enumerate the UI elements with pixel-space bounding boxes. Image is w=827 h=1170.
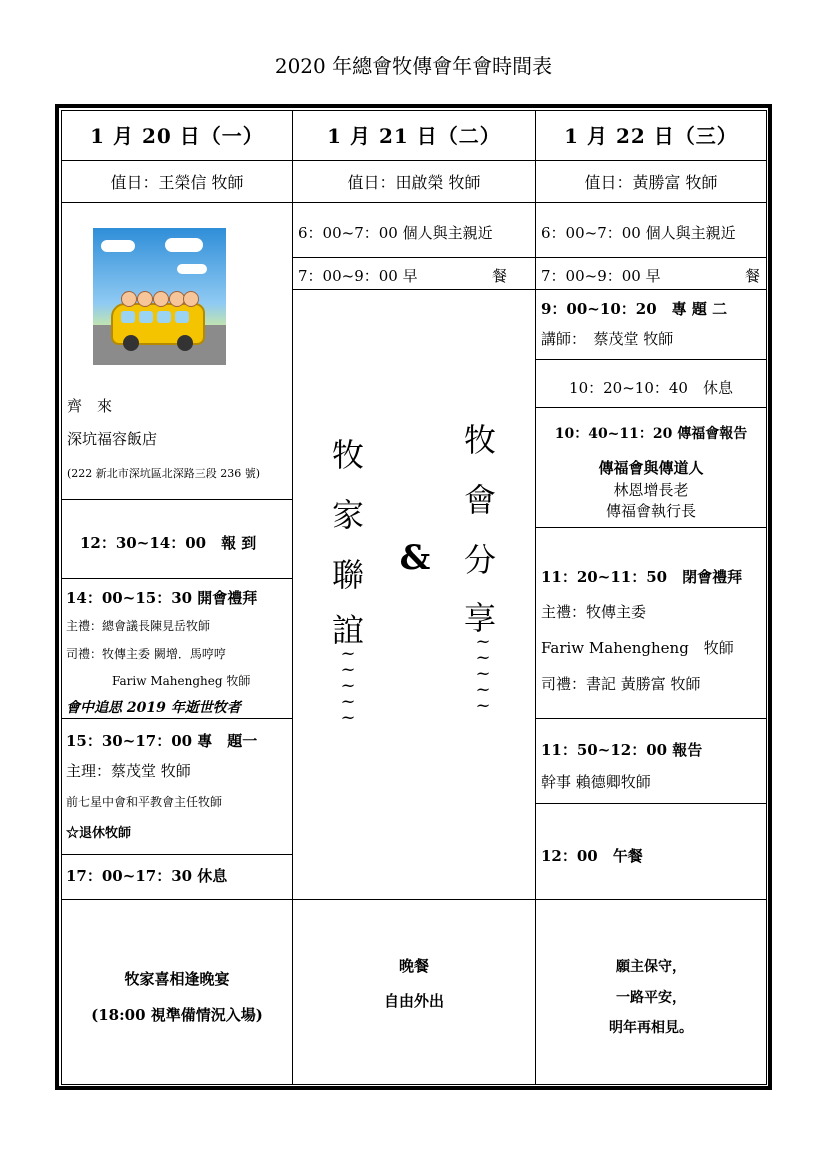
tilde-left-4: ~ [340, 691, 356, 712]
day3-farewell-2: 一路平安， [616, 990, 686, 1006]
day3-closing-time: 11：20~11：50 閉會禮拜 [541, 568, 743, 586]
tilde-right-4: ~ [475, 679, 491, 700]
day1-evening-note: (18:00 視準備情況入場) [91, 1006, 263, 1024]
page-title: 2020 年總會牧傳會年會時間表 [274, 54, 553, 78]
tilde-left-5: ~ [340, 707, 356, 728]
church-share-char-3: 分 [463, 541, 496, 579]
day3-farewell-3: 明年再相見。 [609, 1020, 693, 1036]
day3-report-title: 傳福會與傳道人 [598, 459, 704, 477]
tilde-right-2: ~ [475, 647, 491, 668]
church-share-char-1: 牧 [463, 421, 496, 459]
day1-topic1-time: 15：30~17：00 專 題一 [66, 732, 258, 750]
day3-farewell-1: 願主保守， [616, 959, 686, 975]
day1-evening-title: 牧家喜相逢晚宴 [124, 970, 230, 988]
day3-lunch: 12：00 午餐 [541, 847, 643, 865]
day3-report2-speaker: 幹事 賴德卿牧師 [541, 773, 651, 791]
day2-duty: 值日：田啟榮 牧師 [292, 160, 536, 203]
day1-rest: 17：00~17：30 休息 [66, 867, 228, 885]
day3-report2-time: 11：50~12：00 報告 [541, 741, 703, 759]
day3-topic2-speaker: 講師： 蔡茂堂 牧師 [541, 330, 674, 348]
pastor-family-char-1: 牧 [331, 436, 364, 474]
church-share-char-2: 會 [463, 481, 496, 519]
day2-evening-free: 自由外出 [383, 992, 444, 1010]
day2-breakfast-word: 餐 [492, 267, 508, 285]
day3-closing-liturgist: 司禮：書記 黃勝富 牧師 [541, 675, 701, 693]
tilde-right-1: ~ [475, 631, 491, 652]
day1-checkin: 12：30~14：00 報 到 [80, 534, 257, 552]
day1-venue: 深坑福容飯店 [67, 430, 158, 448]
day1-address: (222 新北市深坑區北深路三段 236 號) [67, 467, 261, 480]
day3-topic2-time: 9：00~10：20 專 題 二 [541, 300, 728, 318]
pastor-family-char-3: 聯 [331, 556, 364, 594]
day1-opening-liturgist: 司禮：牧傳主委 闕增．馬哼哼 [66, 647, 226, 661]
day2-breakfast-time: 7：00~9：00 早 [298, 267, 418, 285]
day1-topic1-retired: ☆退休牧師 [66, 826, 132, 841]
pastor-family-char-4: 誼 [331, 611, 364, 649]
day3-report-role: 傳福會執行長 [605, 502, 696, 520]
day3-breakfast-time: 7：00~9：00 早 [541, 267, 661, 285]
church-share-char-4: 享 [463, 599, 496, 637]
day1-topic1-desc: 前七星中會和平教會主任牧師 [66, 795, 223, 809]
day1-opening-liturgist2: Fariw Mahengheg 牧師 [112, 674, 251, 688]
day2-evening-dinner: 晚餐 [398, 957, 429, 975]
pastor-family-char-2: 家 [331, 496, 364, 534]
day1-opening-time: 14：00~15：30 開會禮拜 [66, 589, 258, 607]
ampersand: & [399, 538, 431, 578]
day3-devotion: 6：00~7：00 個人與主親近 [541, 224, 736, 242]
day3-report-speaker: 林恩增長老 [613, 481, 689, 499]
day1-gather: 齊 來 [67, 397, 113, 415]
day1-memorial: 會中追思 2019 年逝世牧者 [66, 700, 241, 716]
day3-report-time: 10：40~11：20 傳福會報告 [554, 426, 748, 442]
tilde-left-1: ~ [340, 643, 356, 664]
day3-date: 1 月 22 日（三） [535, 110, 767, 161]
day3-duty: 值日：黃勝富 牧師 [535, 160, 767, 203]
tilde-right-3: ~ [475, 663, 491, 684]
bus-illustration [93, 228, 226, 365]
day2-date: 1 月 21 日（二） [292, 110, 536, 161]
day1-duty: 值日：王榮信 牧師 [61, 160, 293, 203]
day1-topic1-speaker: 主理：蔡茂堂 牧師 [66, 762, 191, 780]
day3-break: 10：20~10：40 休息 [569, 379, 733, 397]
day3-closing-presider2: Fariw Mahengheng 牧師 [541, 639, 734, 657]
tilde-left-2: ~ [340, 659, 356, 680]
day2-devotion: 6：00~7：00 個人與主親近 [298, 224, 493, 242]
day1-date: 1 月 20 日（一） [61, 110, 293, 161]
tilde-right-5: ~ [475, 695, 491, 716]
day3-breakfast-word: 餐 [745, 267, 761, 285]
day3-closing-presider: 主禮：牧傳主委 [541, 603, 647, 621]
tilde-left-3: ~ [340, 675, 356, 696]
day1-opening-presider: 主禮：總會議長陳見岳牧師 [66, 619, 211, 633]
day1-evening-cell [61, 899, 293, 1085]
